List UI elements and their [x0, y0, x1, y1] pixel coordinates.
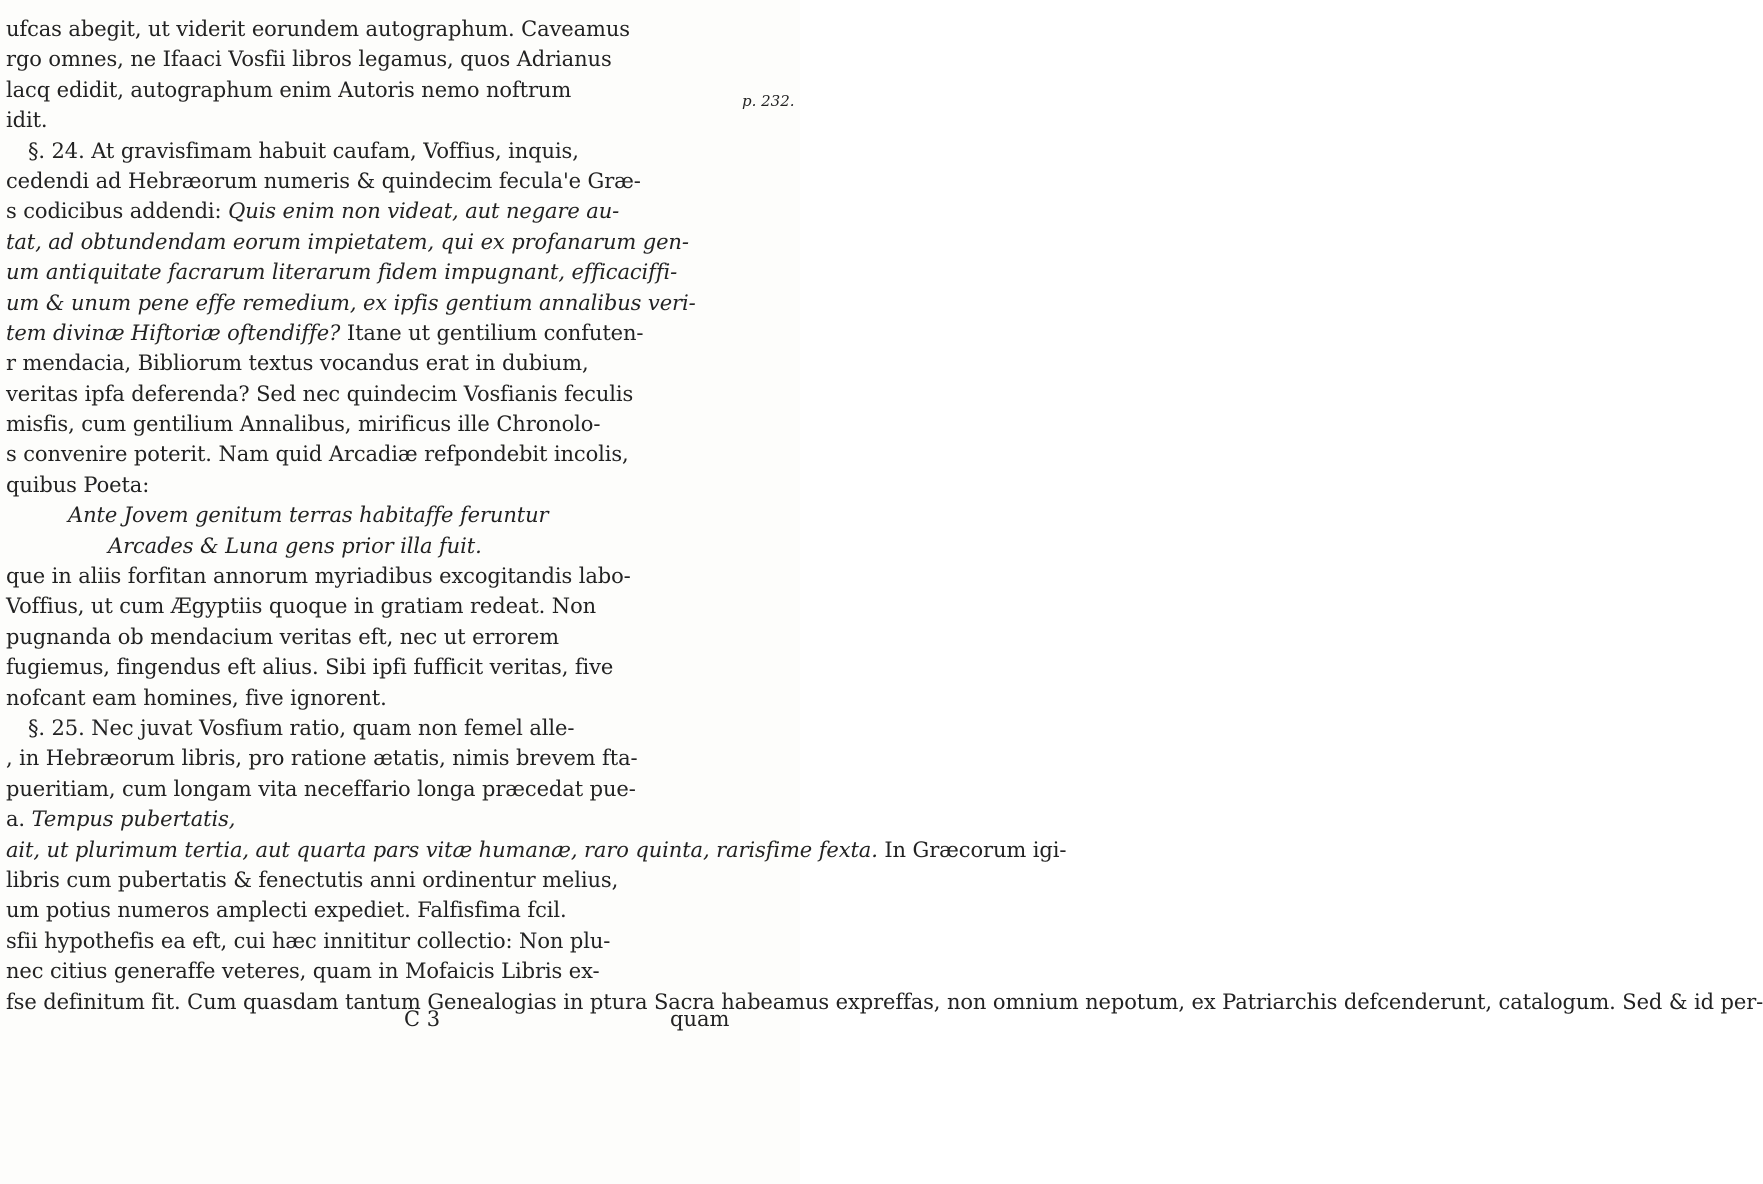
text-line: um potius numeros amplecti expediet. Falfisfima fcil.	[6, 898, 567, 923]
text-line: misfis, cum gentilium Annalibus, mirificus ille Chronolo-	[6, 412, 601, 437]
text-line: fugiemus, fingendus eft alius. Sibi ipfi fufficit veritas, five	[6, 655, 614, 680]
margin-page-reference: p. 232.	[742, 92, 795, 110]
text-line: nofcant eam homines, five ignorent.	[6, 685, 387, 710]
text-line: r mendacia, Bibliorum textus vocandus erat in dubium,	[6, 351, 589, 376]
text-line: s convenire poterit. Nam quid Arcadiæ refpondebit incolis,	[6, 442, 629, 467]
text-line: um antiquitate facrarum literarum fidem impugnant, efficaciffi-	[6, 260, 678, 285]
text-line: , in Hebræorum libris, pro ratione ætatis, nimis brevem fta-	[6, 746, 638, 771]
verse-line: Arcades & Luna gens prior illa fuit.	[108, 533, 482, 558]
verse-line: Ante Jovem genitum terras habitaffe feruntur	[68, 503, 549, 528]
text-line: tat, ad obtundendam eorum impietatem, qui ex profanarum gen-	[6, 229, 689, 254]
text-line: s codicibus addendi: Quis enim non videat, aut negare au-	[6, 199, 620, 224]
text-line: Voffius, ut cum Ægyptiis quoque in gratiam redeat. Non	[6, 594, 597, 619]
text-line: nec citius generaffe veteres, quam in Mofaicis Libris ex-	[6, 959, 600, 984]
text-line: veritas ipfa deferenda? Sed nec quindecim Vosfianis feculis	[6, 381, 634, 406]
text-line: lacq edidit, autographum enim Autoris nemo noftrum	[6, 77, 572, 102]
text-line: libris cum pubertatis & fenectutis anni ordinentur melius,	[6, 867, 619, 892]
text-line: rgo omnes, ne Ifaaci Vosfii libros legamus, quos Adrianus	[6, 47, 612, 72]
text-line: fse definitum fit. Cum quasdam tantum Genealogias in ptura Sacra habeamus expreffas, non omnium nepotum, ex Patriarchis defcenderunt, catalogum. Sed & id per-	[6, 989, 1763, 1014]
text-line: idit.	[6, 108, 48, 133]
text-line: pugnanda ob mendacium veritas eft, nec ut errorem	[6, 624, 559, 649]
text-line: quibus Poeta:	[6, 472, 150, 497]
text-line: um & unum pene effe remedium, ex ipfis gentium annalibus veri-	[6, 290, 696, 315]
page-footer	[0, 1007, 740, 1037]
text-line: ufcas abegit, ut viderit eorundem autographum. Caveamus	[6, 17, 630, 41]
section-25-start: §. 25. Nec juvat Vosfium ratio, quam non femel alle-	[28, 715, 575, 740]
catchword: quam	[670, 1007, 730, 1031]
text-line: pueritiam, cum longam vita neceffario longa præcedat pue-	[6, 776, 636, 801]
text-line: ait, ut plurimum tertia, aut quarta pars vitæ humanæ, raro quinta, rarisfime fexta. In Græcorum igi-	[6, 837, 1067, 862]
text-line: a. Tempus pubertatis,	[6, 807, 236, 832]
text-line: que in aliis forfitan annorum myriadibus excogitandis labo-	[6, 564, 631, 589]
text-line: tem divinæ Hiftoriæ oftendiffe? Itane ut gentilium confuten-	[6, 320, 644, 345]
signature-mark: C 3	[404, 1007, 441, 1031]
section-24-start: §. 24. At gravisfimam habuit caufam, Voffius, inquis,	[28, 138, 579, 163]
text-line: cedendi ad Hebræorum numeris & quindecim fecula'e Græ-	[6, 168, 641, 193]
text-line: sfii hypothefis ea eft, cui hæc innititur collectio: Non plu-	[6, 928, 611, 953]
